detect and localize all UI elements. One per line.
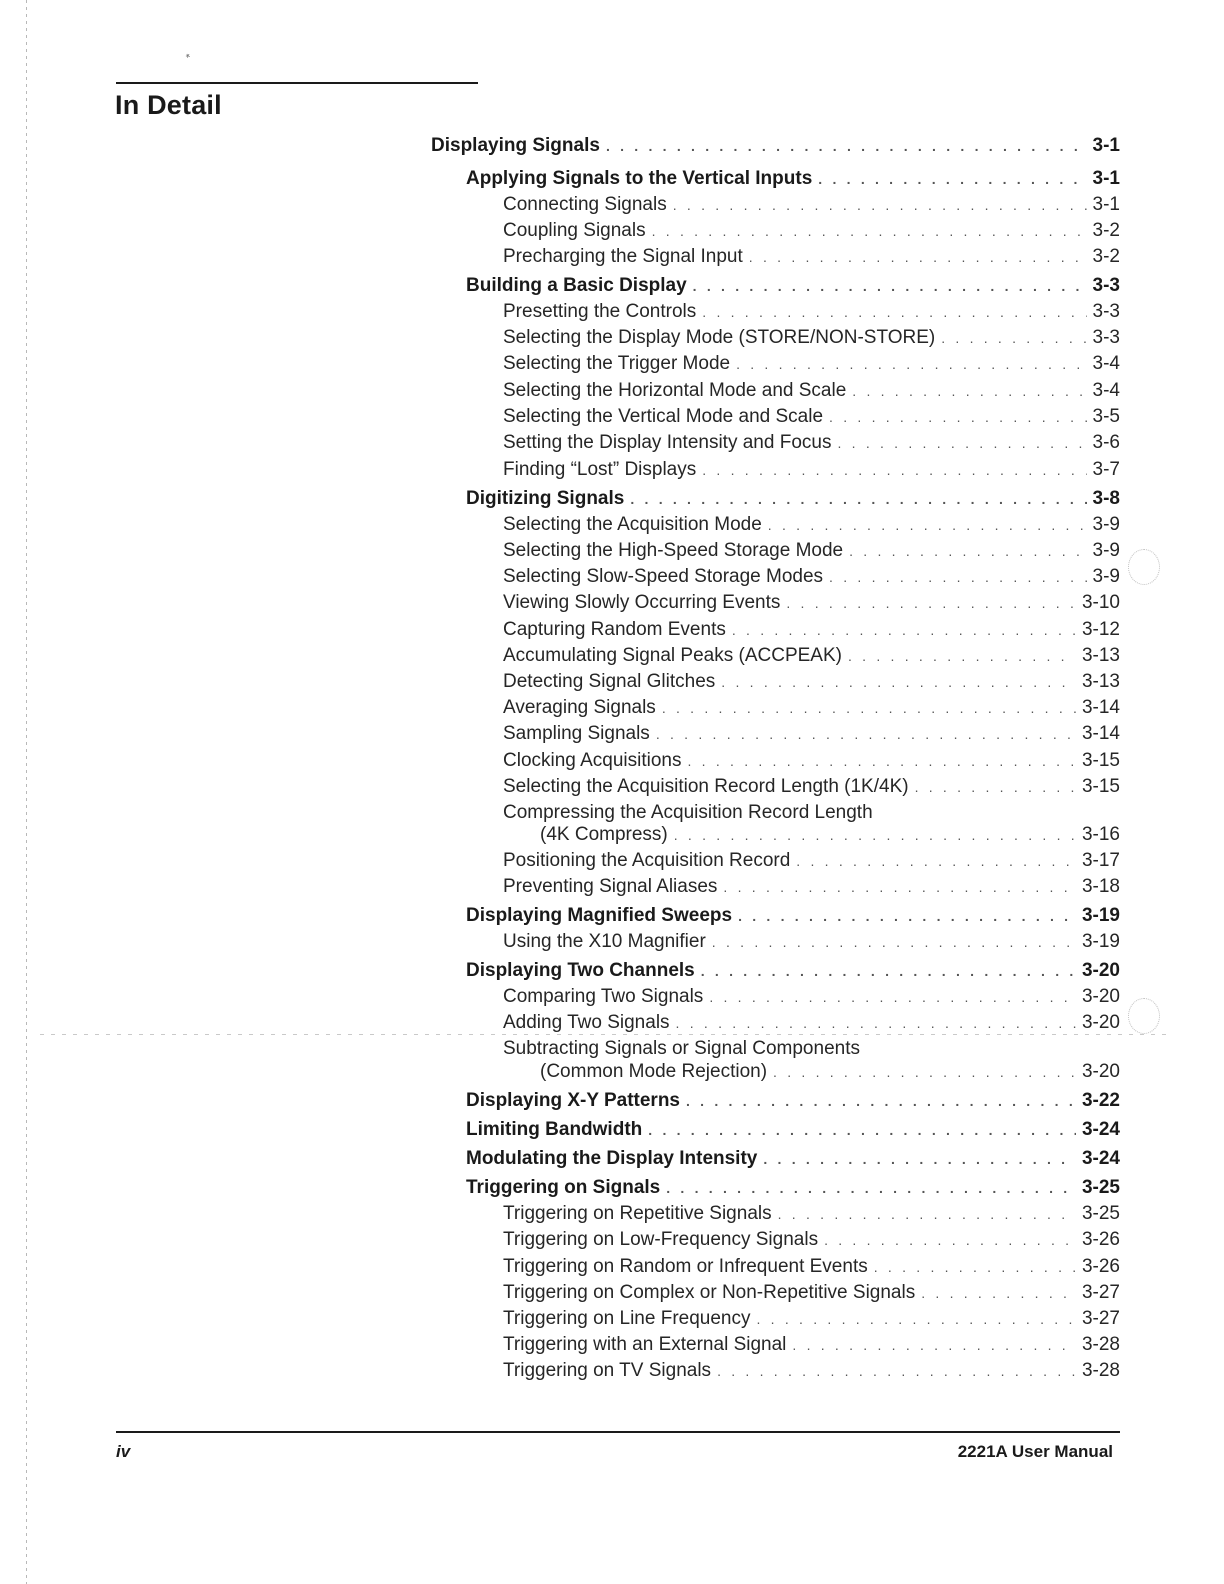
toc-page-number: 3-26	[1081, 1256, 1120, 1277]
toc-page-number: 3-13	[1081, 645, 1120, 666]
toc-subsection-entry[interactable]	[503, 540, 1120, 562]
dot-leader	[874, 1259, 1076, 1275]
toc-page-number: 3-25	[1081, 1177, 1120, 1198]
toc-page-number: 3-15	[1081, 750, 1120, 771]
toc-page-number: 3-3	[1092, 327, 1120, 348]
toc-entry-title: Displaying X-Y Patterns	[466, 1090, 680, 1111]
toc-page-number: 3-27	[1081, 1282, 1120, 1303]
toc-page-number: 3-6	[1092, 432, 1120, 453]
toc-entry-title: Displaying Magnified Sweeps	[466, 905, 733, 926]
toc-entry-title: Applying Signals to the Vertical Inputs	[466, 168, 813, 189]
page-folio: iv	[116, 1442, 131, 1461]
toc-subsection-entry[interactable]	[503, 776, 1120, 798]
toc-page-number: 3-9	[1092, 514, 1120, 535]
dot-leader	[773, 1064, 1076, 1080]
dot-leader	[829, 569, 1087, 585]
toc-page-number: 3-19	[1081, 905, 1120, 926]
dot-leader	[723, 879, 1076, 895]
toc-subsection-entry[interactable]	[503, 697, 1120, 719]
toc-subsection-entry[interactable]	[503, 246, 1120, 268]
toc-page-number: 3-9	[1092, 566, 1120, 587]
toc-entry-continuation: (Common Mode Rejection)	[540, 1061, 768, 1082]
toc-subsection-entry[interactable]	[503, 380, 1120, 402]
toc-page-number: 3-5	[1092, 406, 1120, 427]
toc-entry-title: Triggering on Complex or Non-Repetitive Signals	[503, 1282, 916, 1303]
toc-entry-title: Modulating the Display Intensity	[466, 1148, 758, 1169]
dot-leader	[749, 249, 1087, 265]
footer-rule	[116, 1431, 1120, 1433]
toc-section-entry[interactable]	[466, 1090, 1120, 1112]
toc-page-number: 3-2	[1092, 220, 1120, 241]
toc-section-entry[interactable]	[466, 905, 1120, 927]
toc-subsection-entry[interactable]	[503, 986, 1120, 1008]
toc-entry-title: Sampling Signals	[503, 723, 650, 744]
dot-leader	[736, 356, 1086, 372]
toc-entry-title: Selecting the Vertical Mode and Scale	[503, 406, 824, 427]
dot-leader	[666, 1180, 1076, 1196]
dot-leader	[721, 674, 1076, 690]
toc-subsection-entry[interactable]	[503, 619, 1120, 641]
toc-page-number: 3-4	[1092, 353, 1120, 374]
toc-subsection-entry[interactable]	[503, 1012, 1120, 1034]
toc-subsection-entry[interactable]	[503, 406, 1120, 428]
dot-leader	[829, 409, 1087, 425]
dot-leader	[630, 491, 1086, 507]
toc-entry-title: Compressing the Acquisition Record Length	[503, 802, 873, 823]
toc-entry-title: Setting the Display Intensity and Focus	[503, 432, 832, 453]
toc-entry-title: Presetting the Controls	[503, 301, 697, 322]
dot-leader	[701, 963, 1076, 979]
toc-subsection-entry[interactable]	[503, 1229, 1120, 1251]
dot-leader	[848, 648, 1076, 664]
toc-entry-title: Comparing Two Signals	[503, 986, 704, 1007]
toc-entry-title: Displaying Signals	[431, 135, 600, 156]
toc-entry-title: Subtracting Signals or Signal Components	[503, 1038, 860, 1059]
dot-leader	[732, 622, 1076, 638]
dot-leader	[662, 700, 1076, 716]
toc-subsection-entry[interactable]	[503, 1256, 1120, 1278]
toc-page-number: 3-4	[1092, 380, 1120, 401]
dot-leader	[676, 1015, 1076, 1031]
toc-subsection-entry[interactable]	[503, 645, 1120, 667]
section-title: In Detail	[115, 90, 222, 120]
dot-leader	[674, 827, 1076, 843]
toc-entry-title: Averaging Signals	[503, 697, 656, 718]
toc-entry-title: Precharging the Signal Input	[503, 246, 743, 267]
toc-section-entry[interactable]	[466, 1119, 1120, 1141]
dot-leader	[652, 223, 1087, 239]
toc-page-number: 3-22	[1081, 1090, 1120, 1111]
dot-leader	[778, 1206, 1076, 1222]
toc-page-number: 3-8	[1092, 488, 1120, 509]
toc-page-number: 3-1	[1092, 135, 1120, 156]
dot-leader	[792, 1337, 1076, 1353]
toc-entry-title: Selecting Slow-Speed Storage Modes	[503, 566, 824, 587]
toc-entry-title: Selecting the Display Mode (STORE/NON-STORE)	[503, 327, 936, 348]
toc-entry-title: Triggering with an External Signal	[503, 1334, 787, 1355]
toc-subsection-entry[interactable]	[503, 301, 1120, 323]
toc-entry-title: Triggering on Line Frequency	[503, 1308, 751, 1329]
toc-page-number: 3-3	[1092, 275, 1120, 296]
toc-section-entry[interactable]	[466, 275, 1120, 297]
toc-entry-continuation: (4K Compress)	[540, 824, 668, 845]
toc-page-number: 3-14	[1081, 697, 1120, 718]
toc-subsection-entry[interactable]	[503, 566, 1120, 588]
toc-page-number: 3-17	[1081, 850, 1120, 871]
toc-subsection-entry[interactable]	[503, 592, 1120, 614]
dot-leader	[606, 138, 1087, 154]
toc-entry-title: Digitizing Signals	[466, 488, 625, 509]
toc-subsection-entry[interactable]	[503, 353, 1120, 375]
toc-section-entry[interactable]	[466, 1177, 1120, 1199]
dot-leader	[921, 1285, 1076, 1301]
dot-leader	[686, 1093, 1076, 1109]
toc-page-number: 3-20	[1081, 960, 1120, 981]
toc-entry-title: Triggering on TV Signals	[503, 1360, 712, 1381]
toc-subsection-entry[interactable]	[503, 931, 1120, 953]
toc-entry-title: Triggering on Random or Infrequent Events	[503, 1256, 868, 1277]
toc-page-number: 3-1	[1092, 194, 1120, 215]
dot-leader	[738, 908, 1076, 924]
toc-page-number: 3-28	[1081, 1334, 1120, 1355]
toc-chapter-entry[interactable]	[431, 135, 1120, 157]
dot-leader	[693, 278, 1087, 294]
toc-page-number: 3-13	[1081, 671, 1120, 692]
dot-leader	[849, 543, 1086, 559]
toc-entry-title: Positioning the Acquisition Record	[503, 850, 791, 871]
toc-entry-title: Viewing Slowly Occurring Events	[503, 592, 781, 613]
toc-page-number: 3-10	[1081, 592, 1120, 613]
toc-page-number: 3-26	[1081, 1229, 1120, 1250]
dot-leader	[768, 517, 1087, 533]
toc-page-number: 3-1	[1092, 168, 1120, 189]
toc-subsection-entry[interactable]	[503, 671, 1120, 693]
toc-section-entry[interactable]	[466, 488, 1120, 510]
toc-page-number: 3-12	[1081, 619, 1120, 640]
dot-leader	[824, 1232, 1076, 1248]
dot-leader	[687, 753, 1075, 769]
toc-page-number: 3-20	[1081, 986, 1120, 1007]
dot-leader	[786, 595, 1076, 611]
toc-subsection-entry[interactable]	[503, 750, 1120, 772]
toc-page-number: 3-7	[1092, 459, 1120, 480]
toc-entry-title: Finding “Lost” Displays	[503, 459, 697, 480]
toc-page-number: 3-18	[1081, 876, 1120, 897]
toc-entry-title: Displaying Two Channels	[466, 960, 695, 981]
toc-page-number: 3-28	[1081, 1360, 1120, 1381]
toc-subsection-entry[interactable]	[503, 459, 1120, 481]
toc-subsection-entry[interactable]	[503, 723, 1120, 745]
scan-speck: *	[184, 51, 194, 65]
dot-leader	[941, 330, 1086, 346]
toc-entry-title: Using the X10 Magnifier	[503, 931, 706, 952]
dot-leader	[837, 435, 1086, 451]
toc-page-number: 3-15	[1081, 776, 1120, 797]
dot-leader	[717, 1363, 1076, 1379]
toc-page-number: 3-19	[1081, 931, 1120, 952]
dot-leader	[915, 779, 1076, 795]
dot-leader	[818, 171, 1086, 187]
toc-page-number: 3-2	[1092, 246, 1120, 267]
toc-subsection-entry[interactable]	[503, 1334, 1120, 1356]
toc-entry-title: Capturing Random Events	[503, 619, 726, 640]
toc-entry-title: Accumulating Signal Peaks (ACCPEAK)	[503, 645, 842, 666]
toc-page-number: 3-9	[1092, 540, 1120, 561]
toc-entry-title: Detecting Signal Glitches	[503, 671, 716, 692]
toc-page-number: 3-27	[1081, 1308, 1120, 1329]
dot-leader	[656, 726, 1076, 742]
toc-subsection-entry[interactable]	[503, 1203, 1120, 1225]
toc-entry-title: Connecting Signals	[503, 194, 667, 215]
dot-leader	[702, 304, 1086, 320]
toc-page-number: 3-16	[1081, 824, 1120, 845]
toc-subsection-entry[interactable]	[503, 1308, 1120, 1330]
toc-subsection-entry[interactable]	[503, 194, 1120, 216]
toc-section-entry[interactable]	[466, 168, 1120, 190]
toc-page-number: 3-24	[1081, 1119, 1120, 1140]
toc-entry-title: Selecting the Horizontal Mode and Scale	[503, 380, 847, 401]
toc-entry-title: Triggering on Low-Frequency Signals	[503, 1229, 819, 1250]
toc-entry-title: Selecting the Acquisition Record Length (1K/4K)	[503, 776, 909, 797]
toc-entry-title: Clocking Acquisitions	[503, 750, 682, 771]
toc-entry-title: Limiting Bandwidth	[466, 1119, 643, 1140]
toc-subsection-entry[interactable]	[503, 514, 1120, 536]
toc-entry-title: Adding Two Signals	[503, 1012, 670, 1033]
toc-page-number: 3-3	[1092, 301, 1120, 322]
toc-entry-title: Coupling Signals	[503, 220, 646, 241]
toc-subsection-entry[interactable]	[503, 1360, 1120, 1382]
toc-page-number: 3-25	[1081, 1203, 1120, 1224]
toc-entry-title: Triggering on Repetitive Signals	[503, 1203, 772, 1224]
toc-section-entry[interactable]	[466, 960, 1120, 982]
dot-leader	[763, 1151, 1076, 1167]
dot-leader	[673, 197, 1087, 213]
toc-entry-title: Selecting the Trigger Mode	[503, 353, 731, 374]
toc-subsection-entry[interactable]	[503, 1061, 1120, 1083]
toc-entry-title: Selecting the Acquisition Mode	[503, 514, 762, 535]
manual-title: 2221A User Manual	[957, 1442, 1113, 1461]
toc-subsection-entry[interactable]	[503, 850, 1120, 872]
toc-subsection-entry[interactable]	[503, 327, 1120, 349]
toc-page-number: 3-14	[1081, 723, 1120, 744]
toc-subsection-entry[interactable]	[503, 1282, 1120, 1304]
dot-leader	[757, 1311, 1076, 1327]
dot-leader	[712, 934, 1076, 950]
toc-entry-title: Building a Basic Display	[466, 275, 687, 296]
toc-entry-title: Preventing Signal Aliases	[503, 876, 718, 897]
toc-page-number: 3-20	[1081, 1012, 1120, 1033]
toc-entry-title: Selecting the High-Speed Storage Mode	[503, 540, 844, 561]
dot-leader	[709, 989, 1076, 1005]
toc-subsection-entry[interactable]	[503, 876, 1120, 898]
dot-leader	[702, 462, 1086, 478]
toc-section-entry[interactable]	[466, 1148, 1120, 1170]
dot-leader	[648, 1122, 1076, 1138]
toc-page-number: 3-20	[1081, 1061, 1120, 1082]
toc-subsection-entry[interactable]	[503, 220, 1120, 242]
toc-page-number: 3-24	[1081, 1148, 1120, 1169]
dot-leader	[852, 383, 1086, 399]
toc-subsection-entry[interactable]	[503, 824, 1120, 846]
dot-leader	[796, 853, 1076, 869]
toc-subsection-entry[interactable]	[503, 432, 1120, 454]
toc-entry-title: Triggering on Signals	[466, 1177, 661, 1198]
